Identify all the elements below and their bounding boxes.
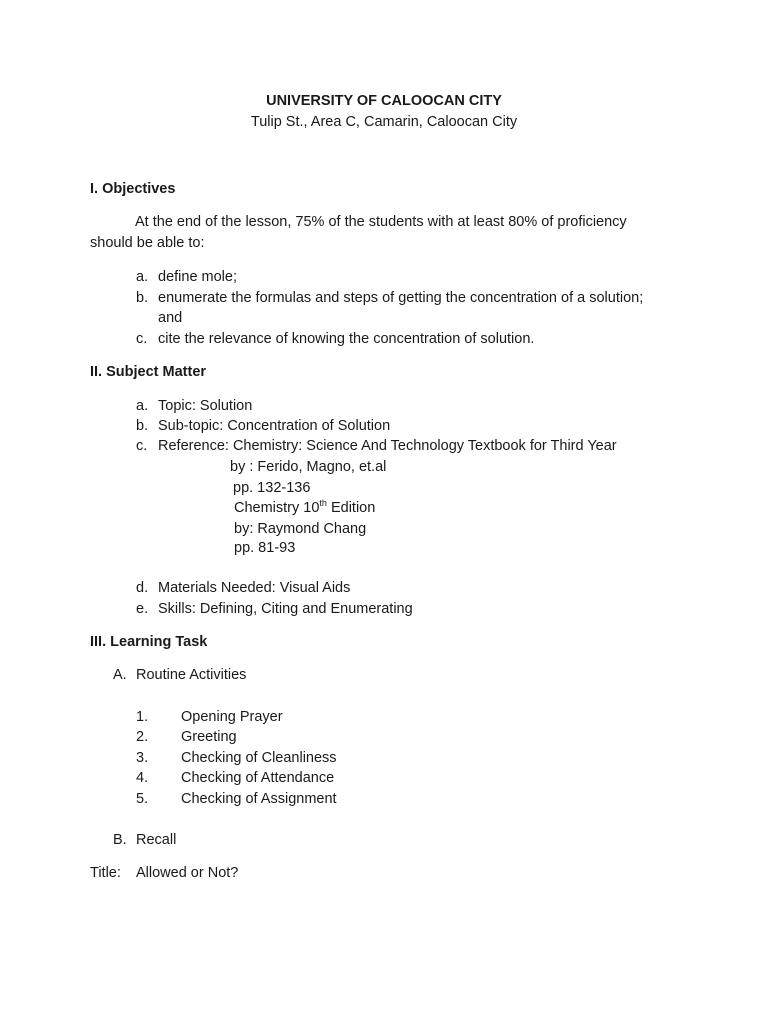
learning-task-heading: III. Learning Task — [90, 634, 208, 650]
step-number: 1. — [136, 709, 149, 725]
subject-matter-heading: II. Subject Matter — [90, 364, 207, 380]
list-item: Skills: Defining, Citing and Enumerating — [158, 601, 413, 617]
list-marker: a. — [136, 398, 149, 414]
list-item: cite the relevance of knowing the concentration of solution. — [158, 331, 535, 347]
reference-authors-1: by : Ferido, Magno, et.al — [230, 459, 387, 475]
title-value: Allowed or Not? — [136, 865, 239, 881]
routine-activities-label: Routine Activities — [136, 667, 247, 683]
step-text: Greeting — [181, 729, 237, 745]
step-number: 5. — [136, 791, 149, 807]
reference-authors-2: by: Raymond Chang — [234, 521, 367, 537]
step-text: Checking of Attendance — [181, 770, 335, 786]
list-item: Topic: Solution — [158, 398, 253, 414]
reference-book-2 — [234, 498, 375, 518]
step-number: 2. — [136, 729, 149, 745]
list-item: define mole; — [158, 269, 237, 285]
list-item: Materials Needed: Visual Aids — [158, 580, 351, 596]
recall-label: Recall — [136, 832, 177, 848]
step-text: Opening Prayer — [181, 709, 283, 725]
list-marker: a. — [136, 269, 149, 285]
list-marker: b. — [136, 290, 149, 306]
step-number: 3. — [136, 750, 149, 766]
objectives-intro-line2: should be able to: — [90, 235, 205, 251]
list-item: Sub-topic: Concentration of Solution — [158, 418, 391, 434]
reference-pages-1: pp. 132-136 — [233, 480, 311, 496]
list-marker: c. — [136, 438, 148, 454]
objectives-heading: I. Objectives — [90, 181, 176, 197]
reference-book-2-edition: Edition — [326, 500, 376, 516]
university-address: Tulip St., Area C, Camarin, Caloocan City — [250, 114, 518, 130]
step-text: Checking of Assignment — [181, 791, 337, 807]
list-item: Reference: Chemistry: Science And Technology Textbook for Third Year — [158, 438, 617, 454]
reference-pages-2: pp. 81-93 — [234, 540, 296, 556]
list-item: enumerate the formulas and steps of getting the concentration of a solution; — [158, 290, 644, 306]
step-number: 4. — [136, 770, 149, 786]
university-name: UNIVERSITY OF CALOOCAN CITY — [266, 93, 502, 109]
list-marker: d. — [136, 580, 149, 596]
reference-book-2-title: Chemistry 10 — [234, 500, 320, 516]
list-marker: A. — [113, 667, 127, 683]
reference-book-2-superscript: th — [319, 498, 327, 508]
list-marker: B. — [113, 832, 127, 848]
list-marker: e. — [136, 601, 149, 617]
step-text: Checking of Cleanliness — [181, 750, 337, 766]
objectives-intro-line1: At the end of the lesson, 75% of the students with at least 80% of proficiency — [135, 214, 627, 230]
title-label: Title: — [90, 865, 121, 881]
list-item-continuation: and — [158, 310, 183, 326]
list-marker: c. — [136, 331, 148, 347]
list-marker: b. — [136, 418, 149, 434]
